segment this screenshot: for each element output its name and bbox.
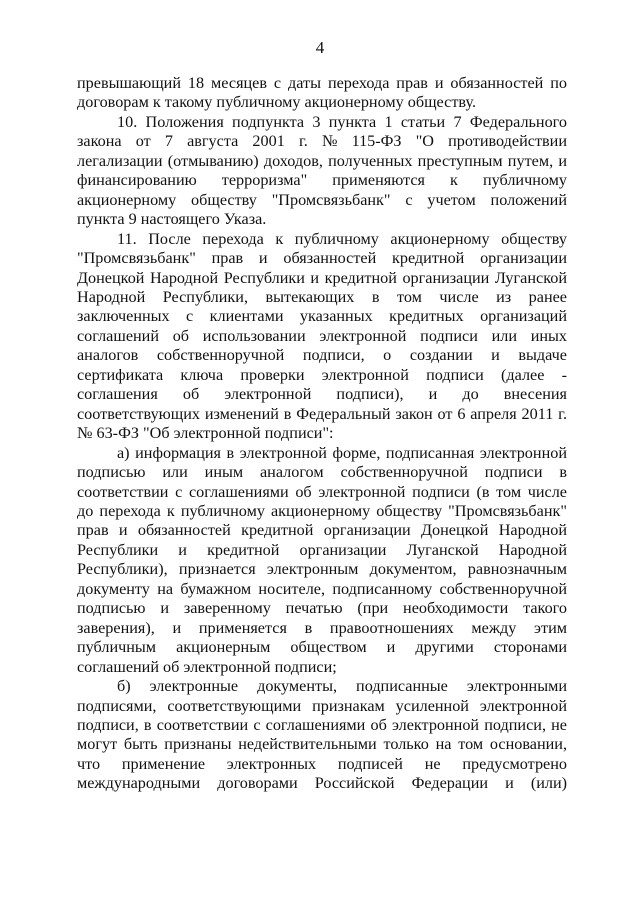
text-line: международными договорами Российской Федерации и (или) xyxy=(77,774,567,793)
text-line: Республики), признается электронным документом, равнозначным xyxy=(77,560,567,579)
text-line: публичным акционерным обществом и другими сторонами xyxy=(77,638,567,657)
text-line: соответствии с соглашениями об электронной подписи (в том числе xyxy=(77,482,567,501)
text-line: № 63-ФЗ "Об электронной подписи": xyxy=(77,424,334,443)
text-line: подписью и заверенному печатью (при необходимости такого xyxy=(77,599,567,618)
text-line: закона от 7 августа 2001 г. № 115-ФЗ "О противодействии xyxy=(77,132,567,151)
text-line: б) электронные документы, подписанные электронными xyxy=(117,677,567,696)
text-line: легализации (отмыванию) доходов, полученных преступным путем, и xyxy=(77,151,567,170)
text-line: акционерному обществу "Промсвязьбанк" с учетом положений xyxy=(77,190,567,209)
text-line: "Промсвязьбанк" прав и обязанностей кредитной организации xyxy=(77,249,567,268)
text-line: соглашений об электронной подписи; xyxy=(77,657,337,676)
text-line: могут быть признаны недействительными только на том основании, xyxy=(77,735,567,754)
text-line: пункта 9 настоящего Указа. xyxy=(77,210,267,229)
text-line: сертификата ключа проверки электронной подписи (далее - xyxy=(77,365,567,384)
text-line: прав и обязанностей кредитной организации Донецкой Народной xyxy=(77,521,567,540)
text-line: Республики и кредитной организации Луганской Народной xyxy=(77,540,567,559)
text-line: финансированию терроризма" применяются к публичному xyxy=(77,171,567,190)
text-line: заверения), и применяется в правоотношениях между этим xyxy=(77,618,567,637)
text-line: Донецкой Народной Республики и кредитной организации Луганской xyxy=(77,268,567,287)
text-line: подписями, соответствующими признакам усиленной электронной xyxy=(77,696,567,715)
text-line: 11. После перехода к публичному акционерному обществу xyxy=(117,229,567,248)
document-body xyxy=(77,74,567,794)
page-number: 4 xyxy=(315,38,325,57)
text-line: превышающий 18 месяцев с даты перехода прав и обязанностей по xyxy=(77,74,567,92)
text-line: Народной Республики, вытекающих в том числе из ранее xyxy=(77,287,567,306)
text-line: 10. Положения подпункта 3 пункта 1 статьи 7 Федерального xyxy=(117,112,567,131)
text-line: до перехода к публичному акционерному обществу "Промсвязьбанк" xyxy=(77,501,567,520)
text-line: что применение электронных подписей не предусмотрено xyxy=(77,754,567,773)
text-line: соответствующих изменений в Федеральный закон от 6 апреля 2011 г. xyxy=(77,404,567,423)
text-line: заключенных с клиентами указанных кредитных организаций xyxy=(77,307,567,326)
text-line: договорам к такому публичному акционерному обществу. xyxy=(77,93,477,112)
text-line: подписи, в соответствии с соглашениями об электронной подписи, не xyxy=(77,715,567,734)
text-line: документу на бумажном носителе, подписанному собственноручной xyxy=(77,579,567,598)
text-line: аналогов собственноручной подписи, о создании и выдаче xyxy=(77,346,567,365)
text-line: соглашения об электронной подписи), и до внесения xyxy=(77,385,567,404)
text-line: соглашений об использовании электронной подписи или иных xyxy=(77,326,567,345)
text-line: подписью или иным аналогом собственноручной подписи в xyxy=(77,463,567,482)
text-line: а) информация в электронной форме, подписанная электронной xyxy=(117,443,567,462)
